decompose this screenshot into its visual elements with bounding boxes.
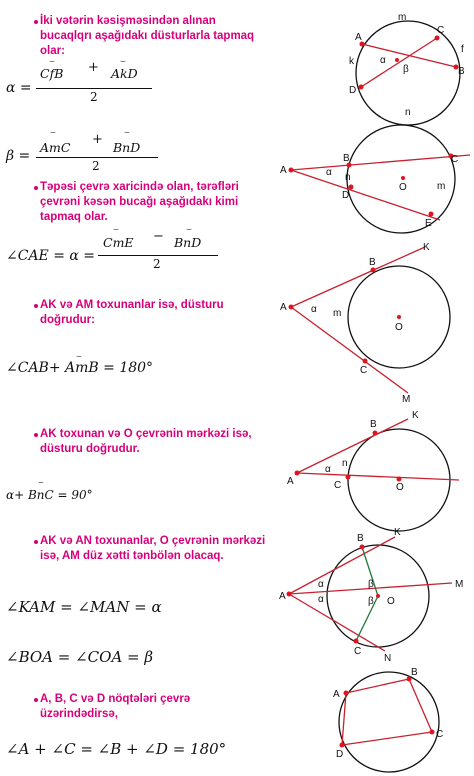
svg-text:B: B [343, 153, 350, 164]
svg-text:B: B [411, 667, 418, 678]
svg-text:m: m [333, 308, 342, 319]
svg-text:O: O [387, 596, 395, 607]
svg-text:K: K [394, 527, 401, 538]
svg-text:A: A [280, 302, 287, 313]
svg-text:α: α [325, 464, 331, 475]
svg-text:O: O [399, 182, 407, 193]
svg-text:C: C [436, 729, 444, 740]
svg-text:m: m [398, 12, 407, 23]
svg-text:C: C [437, 25, 445, 36]
bullet-text-chords: İki vətərin kəsişməsindən alınan bucaqlqrı aşağıdakı düsturlarla tapmaq olar: [40, 15, 255, 57]
svg-text:β: β [368, 596, 374, 607]
svg-text:N: N [384, 653, 392, 664]
svg-text:D: D [342, 190, 350, 201]
svg-text:α: α [311, 304, 317, 315]
svg-text:α: α [318, 579, 324, 590]
figure-secants-external [280, 153, 470, 229]
svg-text:A: A [287, 476, 294, 487]
svg-text:D: D [349, 85, 357, 96]
svg-text:B: B [369, 257, 376, 268]
svg-text:k: k [349, 56, 354, 67]
svg-text:C: C [451, 154, 459, 165]
svg-text:B: B [357, 533, 364, 544]
svg-text:β: β [403, 64, 409, 75]
svg-text:B: B [370, 419, 377, 430]
svg-text:f: f [461, 44, 464, 55]
figure-bisector [279, 527, 463, 664]
bullet-text-inscribed-quad: A, B, C və D nöqtələri çevrə üzərindədirsə, [40, 693, 191, 720]
svg-text:O: O [395, 322, 403, 333]
svg-text:D: D [336, 749, 344, 760]
svg-text:n: n [345, 172, 351, 183]
svg-text:A: A [279, 591, 286, 602]
svg-text:C: C [334, 480, 342, 491]
svg-text:α: α [326, 167, 332, 178]
svg-text:K: K [423, 242, 430, 253]
figure-cyclic-quadrilateral [333, 667, 443, 760]
formula-cyclic-quad: ∠A + ∠C = ∠B + ∠D = 180° [6, 740, 227, 758]
svg-text:E: E [425, 218, 432, 229]
svg-text:M: M [402, 394, 411, 405]
svg-text:O: O [396, 482, 404, 493]
formula-boa-coa: ∠BOA = ∠COA = β [6, 648, 154, 666]
formula-kam-man: ∠KAM = ∠MAN = α [6, 598, 162, 616]
bullet-text-external-angle: Təpəsi çevrə xaricində olan, tərəfləri çevrəni kəsən bucağı aşağıdakı kimi tapmaq olar. [40, 181, 239, 223]
svg-text:M: M [455, 579, 464, 590]
bullet-text-two-tangents: AK və AM toxunanlar isə, düsturu doğrudur: [40, 299, 224, 326]
svg-text:β: β [368, 579, 374, 590]
svg-text:A: A [333, 689, 340, 700]
svg-text:α: α [318, 594, 324, 605]
figure-intersecting-chords [349, 12, 465, 118]
svg-text:C: C [354, 646, 362, 657]
bullet-text-bisector: AK və AN toxunanlar, O çevrənin mərkəzi isə, AM düz xətti tənbölən olacaq. [40, 535, 266, 562]
svg-text:A: A [280, 165, 287, 176]
figure-tangent-center [287, 410, 459, 493]
bullet-text-tangent-center: AK toxunan və O çevrənin mərkəzi isə, düsturu doğrudur. [40, 428, 252, 455]
svg-text:m: m [437, 181, 446, 192]
svg-text:A: A [355, 32, 362, 43]
svg-text:n: n [405, 107, 411, 118]
svg-text:B: B [458, 66, 465, 77]
svg-text:C: C [360, 365, 368, 376]
svg-text:n: n [342, 458, 348, 469]
svg-text:α: α [380, 55, 386, 66]
svg-text:K: K [412, 410, 419, 421]
